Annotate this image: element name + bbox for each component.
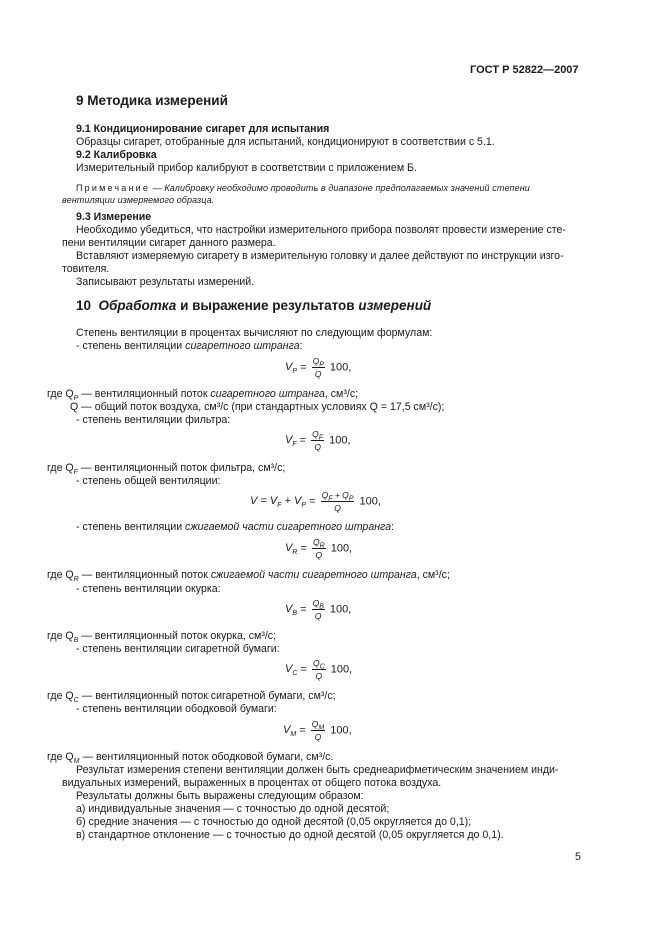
formula-vc: $V_C$ = $\frac{Q_C}{Q}$ 100, [285,658,353,681]
section-9-title: 9 Методика измерений [76,93,228,108]
formula-v-total: $V = V_F + V_P$ = $\frac{Q_F + Q_P}{Q}$ 100, [250,490,381,513]
subsection-9-3-line4: товителя. [62,263,110,275]
subsection-9-3-line3: Вставляют измеряемую сигарету в измерительную головку и далее действуют по инструкции изго- [76,250,564,262]
result-line2: видуальных измерений, выраженных в процентах от общего потока воздуха. [62,777,442,789]
formula-vp: $V_P$ = $\frac{Q_P}{Q}$ 100, [285,356,352,379]
item-total-ventilation: - степень общей вентиляции: [76,475,221,487]
where-qc: где $Q_C$ — вентиляционный поток сигаретной бумаги, см³/с; [47,690,336,705]
where-q: Q — общий поток воздуха, см³/с (при стандартных условиях Q = 17,5 см³/с); [70,401,445,413]
where-qp: где $Q_P$ — вентиляционный поток сигаретного штранга, см³/с; [47,388,359,403]
note-text-line2: вентиляции измеряемого образца. [62,195,215,205]
page-number: 5 [575,851,581,863]
section-10-intro: Степень вентиляции в процентах вычисляют по следующим формулам: [76,327,433,339]
formula-vf: $V_F$ = $\frac{Q_F}{Q}$ 100, [285,429,351,452]
formula-vm: $V_M$ = $\frac{Q_M}{Q}$ 100, [283,719,352,742]
where-qm: где $Q_M$ — вентиляционный поток ободковой бумаги, см³/с. [47,751,334,766]
subsection-9-1-title: 9.1 Кондиционирование сигарет для испытания [76,123,330,135]
where-qb: где $Q_B$ — вентиляционный поток окурка, см³/с; [47,630,277,645]
note-label: Примечание [76,183,151,193]
note [76,182,530,194]
formula-vr: $V_R$ = $\frac{Q_R}{Q}$ 100, [285,537,353,560]
document-id: ГОСТ Р 52822—2007 [470,64,579,76]
item-rod-ventilation: - степень вентиляции сигаретного штранга: [76,340,303,352]
result-line1: Результат измерения степени вентиляции должен быть среднеарифметическим значением инди- [76,764,559,776]
section-10-title: 10 Обработка и выражение результатов измерений [76,298,432,313]
item-tipping-ventilation: - степень вентиляции ободковой бумаги: [76,703,277,715]
item-filter-ventilation: - степень вентиляции фильтра: [76,414,231,426]
subsection-9-2-text: Измерительный прибор калибруют в соответствии с приложением Б. [76,162,417,174]
result-line3: Результаты должны быть выражены следующим образом: [76,790,364,802]
list-item-c: в) стандартное отклонение — с точностью до одной десятой (0,05 округляется до 0,1). [76,829,504,841]
item-paper-ventilation: - степень вентиляции сигаретной бумаги: [76,643,280,655]
list-item-b: б) средние значения — с точностью до одной десятой (0,05 округляется до 0,1); [76,816,472,828]
subsection-9-3-line2: пени вентиляции сигарет данного размера. [62,237,276,249]
subsection-9-3-line5: Записывают результаты измерений. [76,276,255,288]
subsection-9-3-line1: Необходимо убедиться, что настройки измерительного прибора позволят провести измерение сте- [76,224,566,236]
subsection-9-2-title: 9.2 Калибровка [76,149,157,161]
where-qf: где $Q_F$ — вентиляционный поток фильтра, см³/с; [47,462,286,477]
formula-vb: $V_B$ = $\frac{Q_B}{Q}$ 100, [285,598,352,621]
subsection-9-1-text: Образцы сигарет, отобранные для испытаний, кондиционируют в соответствии с 5.1. [76,136,495,148]
note-text-line1: — Калибровку необходимо проводить в диапазоне предполагаемых значений степени [152,183,530,193]
list-item-a: а) индивидуальные значения — с точностью до одной десятой; [76,803,390,815]
item-butt-ventilation: - степень вентиляции окурка: [76,583,221,595]
subsection-9-3-title: 9.3 Измерение [76,211,152,223]
where-qr: где $Q_R$ — вентиляционный поток сжигаемой части сигаретного штранга, см³/с; [47,569,450,584]
item-burn-ventilation: - степень вентиляции сжигаемой части сигаретного штранга: [76,521,394,533]
